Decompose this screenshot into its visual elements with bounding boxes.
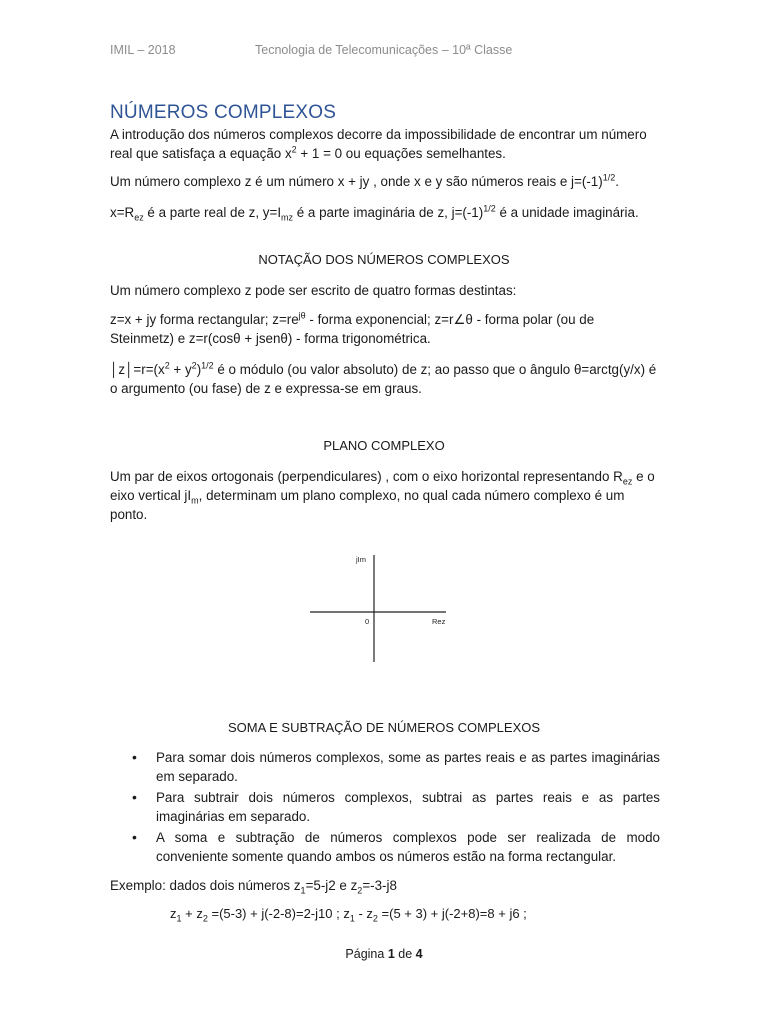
example-formula: $z_1 + z_2 =(5-3) + j(-2-8)=2-j10$ ; $z_1 - z_2 =(5 + 3) + j(-2+8)=8 + j6$ ; <box>170 906 527 924</box>
list-item: • Para subtrair dois números complexos, subtrai as partes reais e as partes imaginárias em separado. <box>110 788 660 826</box>
total-page-count: 4 <box>415 947 423 961</box>
notation-paragraph-1: Um número complexo z pode ser escrito de quatro formas destintas: <box>110 283 517 298</box>
intro-paragraph-3: $x=R_{ez}$ é a parte real de z, $y=I_{mz}$ é a parte imaginária de z, $j=(-1)^{1/2}$ é a unidade imaginária. <box>110 203 639 223</box>
current-page-number: 1 <box>387 947 395 961</box>
intro-paragraph-1: A introdução dos números complexos decorre da impossibilidade de encontrar um número real que satisfaça a equação $x^2 + 1 = 0$ ou equações semelhantes. <box>110 127 647 161</box>
header-right: Tecnologia de Telecomunicações – 10ª Classe <box>255 43 513 57</box>
page-title: NÚMEROS COMPLEXOS <box>110 102 337 123</box>
notation-paragraph-2: z=x + jy forma rectangular; $z=re^{j\theta}$ - forma exponencial; z=r∠θ - forma polar (ou de Steinmetz) e z=r(cosθ + jsenθ) - forma trigonométrica. <box>110 310 595 346</box>
page-footer: Página 1 de 4 <box>345 947 423 961</box>
list-item: • Para somar dois números complexos, some as partes reais e as partes imaginárias em separado. <box>110 748 660 786</box>
list-item: • A soma e subtração de números complexos pode ser realizada de modo conveniente somente quando ambos os números estão na forma rectangular. <box>110 828 660 866</box>
plane-paragraph: Um par de eixos ortogonais (perpendiculares) , com o eixo horizontal representando $R_{ez}$ e o eixo vertical $jI_m$, determinam um plano complexo, no qual cada número complexo é um ponto. <box>110 469 655 522</box>
axis-label-y: jIm <box>356 555 366 564</box>
plane-heading: PLANO COMPLEXO <box>323 438 445 453</box>
notation-paragraph-3: $│z│=r=(x^2 + y^2)^{1/2}$ é o módulo (ou valor absoluto) de z; ao passo que o ângulo θ=arctg(y/x) é o argumento (ou fase) de z e expressa-se em graus. <box>110 360 657 396</box>
notation-heading: NOTAÇÃO DOS NÚMEROS COMPLEXOS <box>258 252 510 267</box>
header-left: IMIL – 2018 <box>110 43 176 57</box>
example-paragraph: Exemplo: dados dois números $z_1=5-j2$ e $z_2=-3-j8$ <box>110 878 397 896</box>
sum-heading: SOMA E SUBTRAÇÃO DE NÚMEROS COMPLEXOS <box>227 720 541 735</box>
origin-label: 0 <box>365 617 370 626</box>
axis-label-x: Rez <box>432 617 446 626</box>
sum-bullet-list <box>110 748 660 868</box>
complex-plane-diagram <box>0 545 768 675</box>
intro-paragraph-2: Um número complexo z é um número x + jy , onde x e y são números reais e $j=(-1)^{1/2}$. <box>110 172 619 189</box>
